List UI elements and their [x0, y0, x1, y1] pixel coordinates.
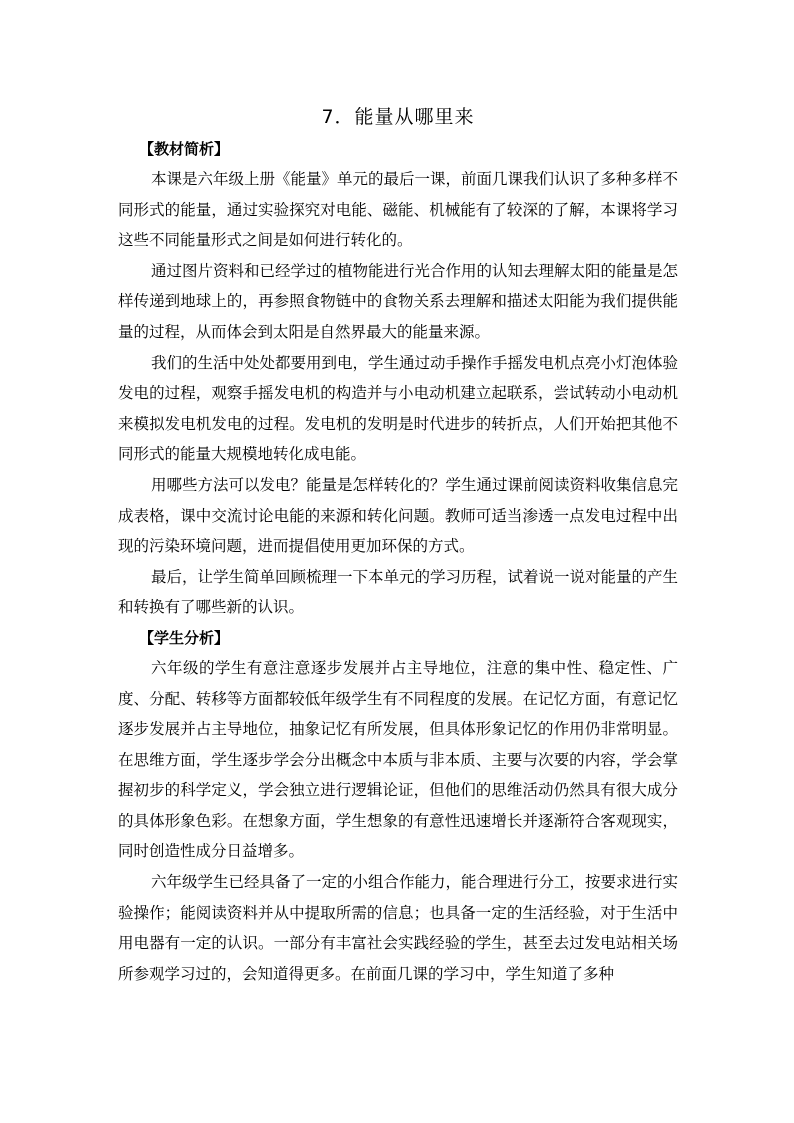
- paragraph: 通过图片资料和已经学过的植物能进行光合作用的认知去理解太阳的能量是怎样传递到地球上的，再参照食物链中的食物关系去理解和描述太阳能为我们提供能量的过程，从而体会到太阳是自然界最大的能量来源。: [118, 261, 679, 341]
- paragraph: 本课是六年级上册《能量》单元的最后一课，前面几课我们认识了多种多样不同形式的能量，通过实验探究对电能、磁能、机械能有了较深的了解，本课将学习这些不同能量形式之间是如何进行转化的。: [118, 170, 679, 250]
- paragraph: 六年级的学生有意注意逐步发展并占主导地位，注意的集中性、稳定性、广度、分配、转移等方面都较低年级学生有不同程度的发展。在记忆方面，有意记忆逐步发展并占主导地位，抽象记忆有所发展，但具体形象记忆的作用仍非常明显。在思维方面，学生逐步学会分出概念中本质与非本质、主要与次要的内容，学会掌握初步的科学定义，学会独立进行逻辑论证，但他们的思维活动仍然具有很大成分的具体形象色彩。在想象方面，学生想象的有意性迅速增长并逐渐符合客观现实，同时创造性成分日益增多。: [118, 658, 678, 861]
- section-textbook-analysis: [118, 134, 678, 623]
- paragraph: 我们的生活中处处都要用到电，学生通过动手操作手摇发电机点亮小灯泡体验发电的过程，观察手摇发电机的构造并与小电动机建立起联系，尝试转动小电动机来模拟发电机发电的过程。发电机的发明是时代进步的转折点，人们开始把其他不同形式的能量大规模地转化成电能。: [118, 353, 679, 464]
- paragraph: 六年级学生已经具备了一定的小组合作能力，能合理进行分工，按要求进行实验操作；能阅读资料并从中提取所需的信息；也具备一定的生活经验，对于生活中用电器有一定的认识。一部分有丰富社会实践经验的学生，甚至去过发电站相关场所参观学习过的，会知道得更多。在前面几课的学习中，学生知道了多种: [118, 873, 679, 983]
- section-heading-student-analysis: 【学生分析】: [139, 628, 230, 647]
- section-student-analysis: [118, 623, 678, 990]
- section-heading-textbook-analysis: 【教材简析】: [139, 140, 230, 158]
- paragraph: 用哪些方法可以发电？能量是怎样转化的？学生通过课前阅读资料收集信息完成表格，课中交流讨论电能的来源和转化问题。教师可适当渗透一点发电过程中出现的污染环境问题，进而提倡使用更加环保的方式。: [118, 475, 679, 556]
- paragraph: 最后，让学生简单回顾梳理一下本单元的学习历程，试着说一说对能量的产生和转换有了哪些新的认识。: [118, 567, 679, 617]
- document-title: 7．能量从哪里来: [321, 106, 475, 128]
- document-page: [118, 100, 678, 989]
